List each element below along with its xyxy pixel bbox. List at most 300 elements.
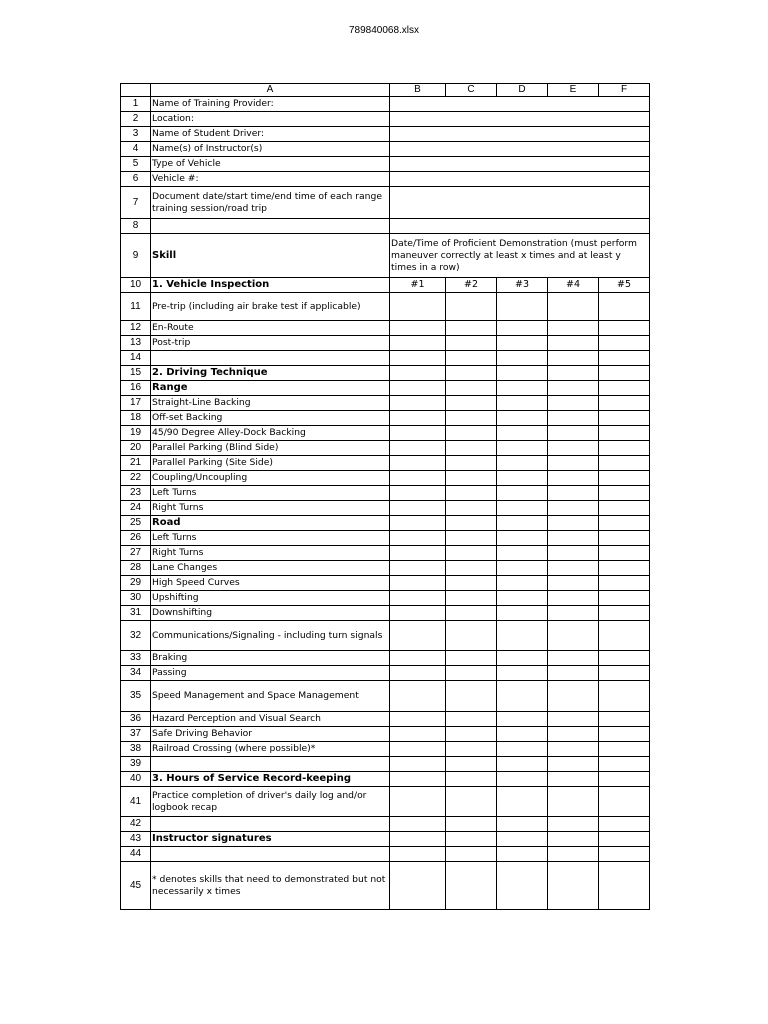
cell-c[interactable] <box>446 621 497 651</box>
cell-e[interactable] <box>548 426 599 441</box>
cell-f[interactable] <box>599 426 650 441</box>
cell-b[interactable] <box>390 366 446 381</box>
cell-e[interactable] <box>548 411 599 426</box>
cell-d[interactable] <box>497 486 548 501</box>
cell-e[interactable] <box>548 606 599 621</box>
cell-b[interactable] <box>390 546 446 561</box>
cell-a[interactable]: * denotes skills that need to demonstrated but not necessarily x times <box>151 862 390 910</box>
cell-c[interactable] <box>446 757 497 772</box>
row-number[interactable]: 6 <box>121 172 151 187</box>
table-row <box>121 456 650 471</box>
column-header-b[interactable]: B <box>390 84 446 97</box>
cell-b[interactable] <box>390 787 446 817</box>
trial-header-d[interactable]: #3 <box>497 278 548 293</box>
cell-a[interactable]: Safe Driving Behavior <box>151 727 390 742</box>
table-row <box>121 112 650 127</box>
cell-a[interactable]: 2. Driving Technique <box>151 366 390 381</box>
row-number[interactable]: 41 <box>121 787 151 817</box>
cell-e[interactable] <box>548 817 599 832</box>
cell-b[interactable] <box>390 712 446 727</box>
cell-b[interactable] <box>390 426 446 441</box>
cell-d[interactable] <box>497 366 548 381</box>
cell-e[interactable] <box>548 757 599 772</box>
cell-d[interactable] <box>497 757 548 772</box>
cell-d[interactable] <box>497 396 548 411</box>
cell-a[interactable]: Speed Management and Space Management <box>151 681 390 712</box>
cell-b[interactable] <box>390 681 446 712</box>
cell-a[interactable]: Parallel Parking (Blind Side) <box>151 441 390 456</box>
row-number[interactable]: 40 <box>121 772 151 787</box>
cell-a[interactable] <box>151 757 390 772</box>
cell-d[interactable] <box>497 847 548 862</box>
cell-c[interactable] <box>446 591 497 606</box>
cell-c[interactable] <box>446 742 497 757</box>
cell-f[interactable] <box>599 817 650 832</box>
cell-e[interactable] <box>548 321 599 336</box>
cell-c[interactable] <box>446 666 497 681</box>
cell-b-f-merged[interactable] <box>390 219 650 234</box>
row-number[interactable]: 5 <box>121 157 151 172</box>
cell-d[interactable] <box>497 441 548 456</box>
cell-d[interactable] <box>497 516 548 531</box>
cell-d[interactable] <box>497 727 548 742</box>
cell-b-f-merged[interactable] <box>390 112 650 127</box>
cell-a[interactable]: Parallel Parking (Site Side) <box>151 456 390 471</box>
table-row <box>121 351 650 366</box>
cell-b-f-merged[interactable] <box>390 172 650 187</box>
cell-b[interactable] <box>390 576 446 591</box>
cell-c[interactable] <box>446 561 497 576</box>
cell-e[interactable] <box>548 666 599 681</box>
cell-e[interactable] <box>548 727 599 742</box>
table-row <box>121 576 650 591</box>
cell-c[interactable] <box>446 456 497 471</box>
cell-e[interactable] <box>548 772 599 787</box>
cell-f[interactable] <box>599 576 650 591</box>
cell-a[interactable]: 45/90 Degree Alley-Dock Backing <box>151 426 390 441</box>
cell-b[interactable] <box>390 847 446 862</box>
row-number[interactable]: 2 <box>121 112 151 127</box>
cell-b[interactable] <box>390 336 446 351</box>
cell-a[interactable]: Straight-Line Backing <box>151 396 390 411</box>
corner-cell[interactable] <box>121 84 151 97</box>
cell-c[interactable] <box>446 712 497 727</box>
cell-a[interactable]: Off-set Backing <box>151 411 390 426</box>
cell-c[interactable] <box>446 441 497 456</box>
row-number[interactable]: 38 <box>121 742 151 757</box>
row-number[interactable]: 19 <box>121 426 151 441</box>
cell-b[interactable] <box>390 742 446 757</box>
cell-b[interactable] <box>390 441 446 456</box>
cell-f[interactable] <box>599 847 650 862</box>
spreadsheet-body <box>121 97 650 910</box>
cell-b[interactable] <box>390 606 446 621</box>
row-number[interactable]: 4 <box>121 142 151 157</box>
cell-f[interactable] <box>599 516 650 531</box>
table-row <box>121 366 650 381</box>
cell-c[interactable] <box>446 381 497 396</box>
cell-d[interactable] <box>497 381 548 396</box>
cell-e[interactable] <box>548 381 599 396</box>
row-number[interactable]: 15 <box>121 366 151 381</box>
cell-e[interactable] <box>548 742 599 757</box>
cell-a[interactable]: Pre-trip (including air brake test if applicable) <box>151 293 390 321</box>
cell-a[interactable]: Communications/Signaling - including turn signals <box>151 621 390 651</box>
cell-c[interactable] <box>446 293 497 321</box>
cell-a[interactable]: Vehicle #: <box>151 172 390 187</box>
cell-e[interactable] <box>548 576 599 591</box>
cell-a[interactable]: Range <box>151 381 390 396</box>
cell-f[interactable] <box>599 757 650 772</box>
row-number[interactable]: 12 <box>121 321 151 336</box>
cell-b[interactable] <box>390 757 446 772</box>
cell-e[interactable] <box>548 681 599 712</box>
cell-c[interactable] <box>446 411 497 426</box>
cell-d[interactable] <box>497 561 548 576</box>
cell-a[interactable]: Skill <box>151 234 390 278</box>
cell-a[interactable]: Right Turns <box>151 546 390 561</box>
cell-f[interactable] <box>599 681 650 712</box>
row-number[interactable]: 44 <box>121 847 151 862</box>
row-number[interactable]: 43 <box>121 832 151 847</box>
cell-a[interactable]: Hazard Perception and Visual Search <box>151 712 390 727</box>
cell-f[interactable] <box>599 486 650 501</box>
column-header-d[interactable]: D <box>497 84 548 97</box>
cell-f[interactable] <box>599 411 650 426</box>
row-number[interactable]: 24 <box>121 501 151 516</box>
cell-c[interactable] <box>446 832 497 847</box>
table-row <box>121 411 650 426</box>
cell-d[interactable] <box>497 742 548 757</box>
cell-d[interactable] <box>497 546 548 561</box>
cell-d[interactable] <box>497 411 548 426</box>
cell-f[interactable] <box>599 561 650 576</box>
cell-c[interactable] <box>446 351 497 366</box>
trial-header-b[interactable]: #1 <box>390 278 446 293</box>
cell-d[interactable] <box>497 712 548 727</box>
cell-a[interactable] <box>151 219 390 234</box>
cell-b-f-merged[interactable] <box>390 127 650 142</box>
cell-e[interactable] <box>548 531 599 546</box>
cell-c[interactable] <box>446 787 497 817</box>
cell-a[interactable]: Name of Student Driver: <box>151 127 390 142</box>
cell-f[interactable] <box>599 651 650 666</box>
row-number[interactable]: 7 <box>121 187 151 219</box>
cell-f[interactable] <box>599 456 650 471</box>
row-number[interactable]: 20 <box>121 441 151 456</box>
cell-b[interactable] <box>390 351 446 366</box>
cell-a[interactable]: Passing <box>151 666 390 681</box>
row-number[interactable]: 32 <box>121 621 151 651</box>
trial-header-e[interactable]: #4 <box>548 278 599 293</box>
cell-c[interactable] <box>446 366 497 381</box>
row-number[interactable]: 33 <box>121 651 151 666</box>
cell-a[interactable]: Name of Training Provider: <box>151 97 390 112</box>
cell-a[interactable]: Name(s) of Instructor(s) <box>151 142 390 157</box>
trial-header-f[interactable]: #5 <box>599 278 650 293</box>
cell-a[interactable]: Post-trip <box>151 336 390 351</box>
cell-b-f-merged[interactable] <box>390 157 650 172</box>
column-header-a[interactable]: A <box>151 84 390 97</box>
cell-c[interactable] <box>446 546 497 561</box>
cell-d[interactable] <box>497 351 548 366</box>
table-row <box>121 486 650 501</box>
cell-d[interactable] <box>497 336 548 351</box>
cell-c[interactable] <box>446 606 497 621</box>
cell-a[interactable] <box>151 817 390 832</box>
cell-c[interactable] <box>446 426 497 441</box>
cell-f[interactable] <box>599 351 650 366</box>
cell-e[interactable] <box>548 351 599 366</box>
row-number[interactable]: 17 <box>121 396 151 411</box>
cell-d[interactable] <box>497 471 548 486</box>
cell-d[interactable] <box>497 426 548 441</box>
cell-f[interactable] <box>599 727 650 742</box>
table-row <box>121 426 650 441</box>
cell-a[interactable]: Braking <box>151 651 390 666</box>
cell-c[interactable] <box>446 471 497 486</box>
cell-b[interactable] <box>390 832 446 847</box>
cell-f[interactable] <box>599 531 650 546</box>
cell-c[interactable] <box>446 651 497 666</box>
row-number[interactable]: 14 <box>121 351 151 366</box>
cell-c[interactable] <box>446 486 497 501</box>
cell-d[interactable] <box>497 591 548 606</box>
cell-e[interactable] <box>548 621 599 651</box>
column-header-e[interactable]: E <box>548 84 599 97</box>
cell-f[interactable] <box>599 591 650 606</box>
cell-e[interactable] <box>548 546 599 561</box>
cell-c[interactable] <box>446 501 497 516</box>
cell-d[interactable] <box>497 666 548 681</box>
cell-b[interactable] <box>390 561 446 576</box>
column-header-c[interactable]: C <box>446 84 497 97</box>
column-header-f[interactable]: F <box>599 84 650 97</box>
cell-b[interactable] <box>390 293 446 321</box>
row-number[interactable]: 26 <box>121 531 151 546</box>
proficiency-header-cell[interactable]: Date/Time of Proficient Demonstration (must perform maneuver correctly at least x times and at least y times in a row) <box>390 234 650 278</box>
cell-e[interactable] <box>548 486 599 501</box>
cell-b[interactable] <box>390 531 446 546</box>
cell-c[interactable] <box>446 576 497 591</box>
row-number[interactable]: 35 <box>121 681 151 712</box>
cell-b[interactable] <box>390 471 446 486</box>
cell-d[interactable] <box>497 621 548 651</box>
row-number[interactable]: 30 <box>121 591 151 606</box>
cell-a[interactable]: Type of Vehicle <box>151 157 390 172</box>
cell-f[interactable] <box>599 862 650 910</box>
cell-b[interactable] <box>390 817 446 832</box>
cell-a[interactable]: 1. Vehicle Inspection <box>151 278 390 293</box>
cell-d[interactable] <box>497 576 548 591</box>
cell-b[interactable] <box>390 772 446 787</box>
cell-e[interactable] <box>548 712 599 727</box>
cell-a[interactable]: Document date/start time/end time of each range training session/road trip <box>151 187 390 219</box>
cell-b[interactable] <box>390 396 446 411</box>
table-row <box>121 381 650 396</box>
cell-f[interactable] <box>599 742 650 757</box>
cell-f[interactable] <box>599 712 650 727</box>
cell-c[interactable] <box>446 396 497 411</box>
cell-e[interactable] <box>548 651 599 666</box>
cell-a[interactable]: Right Turns <box>151 501 390 516</box>
cell-c[interactable] <box>446 516 497 531</box>
row-number[interactable]: 34 <box>121 666 151 681</box>
cell-e[interactable] <box>548 471 599 486</box>
cell-d[interactable] <box>497 606 548 621</box>
cell-a[interactable]: 3. Hours of Service Record-keeping <box>151 772 390 787</box>
cell-e[interactable] <box>548 456 599 471</box>
cell-a[interactable]: Upshifting <box>151 591 390 606</box>
row-number[interactable]: 18 <box>121 411 151 426</box>
cell-b[interactable] <box>390 486 446 501</box>
cell-f[interactable] <box>599 606 650 621</box>
cell-f[interactable] <box>599 293 650 321</box>
cell-f[interactable] <box>599 787 650 817</box>
row-number[interactable]: 10 <box>121 278 151 293</box>
cell-d[interactable] <box>497 832 548 847</box>
cell-e[interactable] <box>548 516 599 531</box>
cell-b[interactable] <box>390 411 446 426</box>
cell-a[interactable]: High Speed Curves <box>151 576 390 591</box>
cell-b[interactable] <box>390 516 446 531</box>
cell-a[interactable]: Downshifting <box>151 606 390 621</box>
cell-b[interactable] <box>390 456 446 471</box>
cell-e[interactable] <box>548 832 599 847</box>
cell-d[interactable] <box>497 501 548 516</box>
row-number[interactable]: 27 <box>121 546 151 561</box>
cell-d[interactable] <box>497 862 548 910</box>
cell-c[interactable] <box>446 531 497 546</box>
cell-b[interactable] <box>390 727 446 742</box>
row-number[interactable]: 39 <box>121 757 151 772</box>
table-row <box>121 396 650 411</box>
cell-d[interactable] <box>497 531 548 546</box>
cell-b[interactable] <box>390 501 446 516</box>
row-number[interactable]: 28 <box>121 561 151 576</box>
cell-e[interactable] <box>548 501 599 516</box>
cell-f[interactable] <box>599 471 650 486</box>
cell-b[interactable] <box>390 381 446 396</box>
cell-f[interactable] <box>599 336 650 351</box>
cell-e[interactable] <box>548 847 599 862</box>
cell-f[interactable] <box>599 321 650 336</box>
cell-b[interactable] <box>390 591 446 606</box>
table-row <box>121 531 650 546</box>
row-number[interactable]: 3 <box>121 127 151 142</box>
cell-c[interactable] <box>446 321 497 336</box>
cell-f[interactable] <box>599 366 650 381</box>
cell-f[interactable] <box>599 832 650 847</box>
cell-e[interactable] <box>548 787 599 817</box>
cell-f[interactable] <box>599 621 650 651</box>
cell-d[interactable] <box>497 787 548 817</box>
trial-header-c[interactable]: #2 <box>446 278 497 293</box>
cell-c[interactable] <box>446 847 497 862</box>
row-number[interactable]: 45 <box>121 862 151 910</box>
cell-a[interactable]: En-Route <box>151 321 390 336</box>
cell-d[interactable] <box>497 772 548 787</box>
cell-d[interactable] <box>497 456 548 471</box>
cell-f[interactable] <box>599 546 650 561</box>
cell-a[interactable]: Practice completion of driver's daily log and/or logbook recap <box>151 787 390 817</box>
cell-a[interactable]: Coupling/Uncoupling <box>151 471 390 486</box>
cell-c[interactable] <box>446 772 497 787</box>
cell-c[interactable] <box>446 336 497 351</box>
cell-b[interactable] <box>390 651 446 666</box>
row-number[interactable]: 23 <box>121 486 151 501</box>
row-number[interactable]: 25 <box>121 516 151 531</box>
cell-a[interactable]: Left Turns <box>151 486 390 501</box>
cell-f[interactable] <box>599 396 650 411</box>
cell-d[interactable] <box>497 293 548 321</box>
cell-d[interactable] <box>497 651 548 666</box>
cell-e[interactable] <box>548 396 599 411</box>
row-number[interactable]: 9 <box>121 234 151 278</box>
cell-b-f-merged[interactable] <box>390 142 650 157</box>
cell-b[interactable] <box>390 666 446 681</box>
cell-f[interactable] <box>599 772 650 787</box>
cell-d[interactable] <box>497 681 548 712</box>
cell-b[interactable] <box>390 862 446 910</box>
cell-f[interactable] <box>599 381 650 396</box>
cell-b[interactable] <box>390 321 446 336</box>
row-number[interactable]: 16 <box>121 381 151 396</box>
row-number[interactable]: 11 <box>121 293 151 321</box>
cell-e[interactable] <box>548 336 599 351</box>
cell-a[interactable]: Left Turns <box>151 531 390 546</box>
row-number[interactable]: 37 <box>121 727 151 742</box>
cell-a[interactable]: Instructor signatures <box>151 832 390 847</box>
row-number[interactable]: 22 <box>121 471 151 486</box>
row-number[interactable]: 8 <box>121 219 151 234</box>
row-number[interactable]: 42 <box>121 817 151 832</box>
row-number[interactable]: 13 <box>121 336 151 351</box>
cell-e[interactable] <box>548 366 599 381</box>
cell-e[interactable] <box>548 441 599 456</box>
cell-a[interactable]: Lane Changes <box>151 561 390 576</box>
cell-f[interactable] <box>599 501 650 516</box>
cell-a[interactable] <box>151 847 390 862</box>
cell-f[interactable] <box>599 666 650 681</box>
cell-e[interactable] <box>548 293 599 321</box>
cell-f[interactable] <box>599 441 650 456</box>
cell-a[interactable]: Road <box>151 516 390 531</box>
table-row <box>121 441 650 456</box>
row-number[interactable]: 36 <box>121 712 151 727</box>
cell-e[interactable] <box>548 862 599 910</box>
row-number[interactable]: 31 <box>121 606 151 621</box>
row-number[interactable]: 29 <box>121 576 151 591</box>
cell-c[interactable] <box>446 727 497 742</box>
cell-c[interactable] <box>446 862 497 910</box>
cell-d[interactable] <box>497 817 548 832</box>
cell-e[interactable] <box>548 561 599 576</box>
cell-a[interactable]: Railroad Crossing (where possible)* <box>151 742 390 757</box>
cell-a[interactable] <box>151 351 390 366</box>
row-number[interactable]: 1 <box>121 97 151 112</box>
cell-c[interactable] <box>446 817 497 832</box>
cell-e[interactable] <box>548 591 599 606</box>
cell-b-f-merged[interactable] <box>390 187 650 219</box>
cell-b[interactable] <box>390 621 446 651</box>
cell-d[interactable] <box>497 321 548 336</box>
cell-b-f-merged[interactable] <box>390 97 650 112</box>
cell-c[interactable] <box>446 681 497 712</box>
cell-a[interactable]: Location: <box>151 112 390 127</box>
table-row <box>121 546 650 561</box>
row-number[interactable]: 21 <box>121 456 151 471</box>
